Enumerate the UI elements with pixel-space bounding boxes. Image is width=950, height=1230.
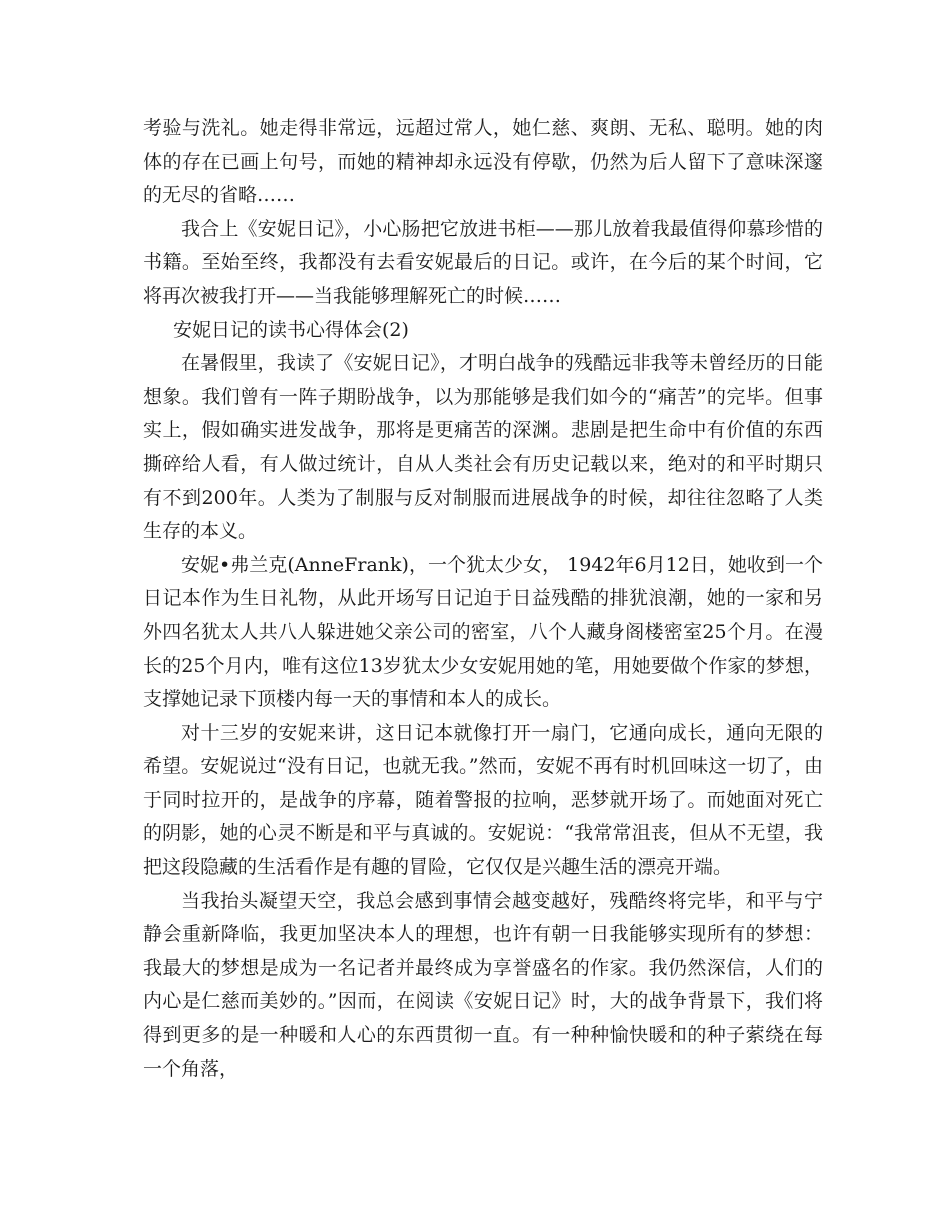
paragraph-continued: 考验与洗礼。她走得非常远，远超过常人，她仁慈、爽朗、无私、聪明。她的肉体的存在已画上句号，而她的精神却永远没有停歇，仍然为后人留下了意味深邃的无尽的省略…… (143, 117, 823, 207)
section-heading: 安妮日记的读书心得体会(2) (173, 318, 409, 341)
paragraph-anne-frank-intro: 安妮•弗兰克(AnneFrank)，一个犹太少女， 1942年6月12日，她收到一个日记本作为生日礼物，从此开场写日记迫于日益残酷的排犹浪潮，她的一家和另外四名犹太人共八人躲进她父亲公司的密室，八个人藏身阁楼密室25个月。在漫长的25个月内，唯有这位13岁犹太少女安妮用她的笔，用她要做个作家的梦想，支撑她记录下顶楼内每一天的事情和本人的成长。 (143, 553, 823, 711)
paragraph-looking-at-sky: 当我抬头凝望天空，我总会感到事情会越变越好，残酷终将完毕，和平与宁静会重新降临，我更加坚决本人的理想，也许有朝一日我能够实现所有的梦想：我最大的梦想是成为一名记者并最终成为享誉盛名的作家。我仍然深信，人们的内心是仁慈而美妙的。”因而，在阅读《安妮日记》时，大的战争背景下，我们将得到更多的是一种暖和人心的东西贯彻一直。有一种种愉快暖和的种子萦绕在每一个角落， (143, 889, 823, 1080)
paragraph-closing-book: 我合上《安妮日记》，小心肠把它放进书柜——那儿放着我最值得仰慕珍惜的书籍。至始至终，我都没有去看安妮最后的日记。或许，在今后的某个时间，它将再次被我打开——当我能够理解死亡的时候…… (143, 217, 823, 307)
paragraph-diary-door: 对十三岁的安妮来讲，这日记本就像打开一扇门，它通向成长，通向无限的希望。安妮说过“没有日记，也就无我。”然而，安妮不再有时机回味这一切了，由于同时拉开的，是战争的序幕，随着警报的拉响，恶梦就开场了。而她面对死亡的阴影，她的心灵不断是和平与真诚的。安妮说：“我常常沮丧，但从不无望，我把这段隐藏的生活看作是有趣的冒险，它仅仅是兴趣生活的漂亮开端。 (143, 721, 823, 879)
document-body (143, 112, 823, 1086)
paragraph-summer-reading: 在暑假里，我读了《安妮日记》，才明白战争的残酷远非我等未曾经历的日能想象。我们曾有一阵子期盼战争，以为那能够是我们如今的“痛苦”的完毕。但事实上，假如确实进发战争，那将是更痛苦的深渊。悲剧是把生命中有价值的东西撕碎给人看，有人做过统计，自从人类社会有历史记载以来，绝对的和平时期只有不到200年。人类为了制服与反对制服而进展战争的时候，却往往忽略了人类生存的本义。 (143, 352, 823, 543)
